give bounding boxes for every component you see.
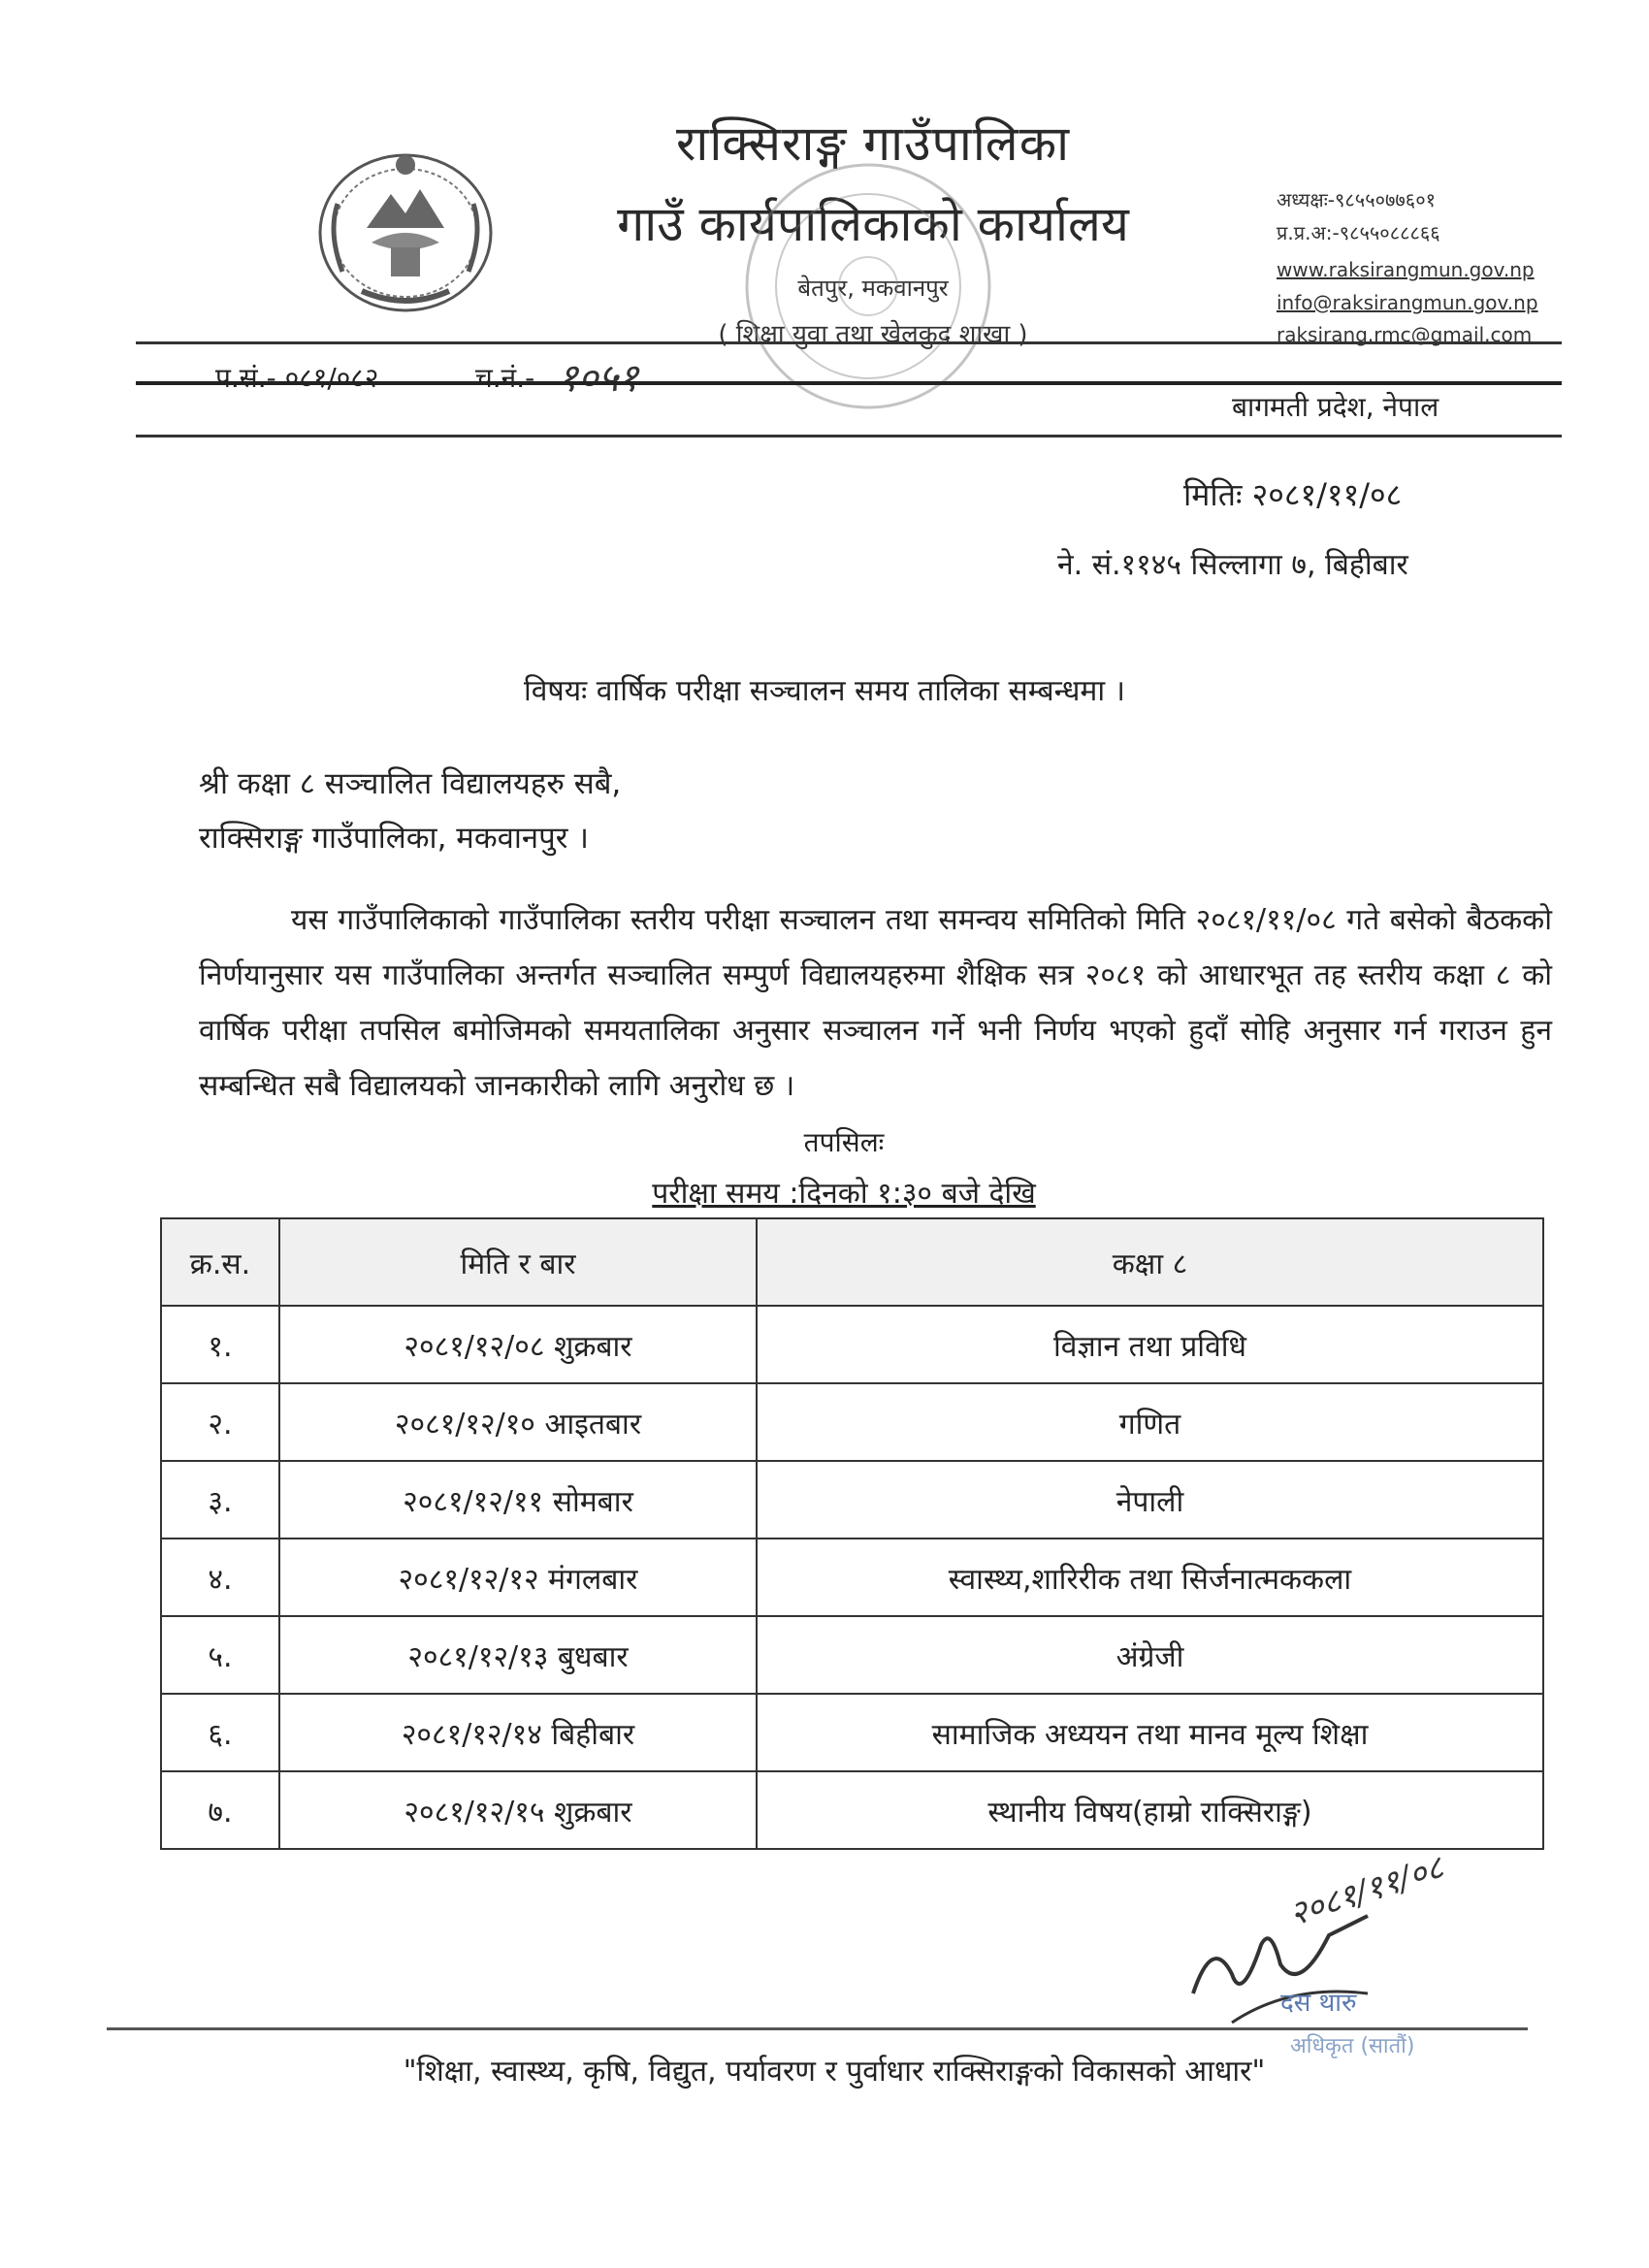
exam-time: परीक्षा समय :दिनको १:३० बजे देखि — [652, 1177, 1036, 1211]
office-place: बेतपुर, मकवानपुर — [797, 275, 949, 302]
gmail-link[interactable]: raksirang.rmc@gmail.com — [1277, 323, 1533, 346]
row-subject: सामाजिक अध्ययन तथा मानव मूल्य शिक्षा — [757, 1694, 1543, 1771]
signatory-stamp-title: अधिकृत (सातौं) — [1290, 2034, 1415, 2058]
row-subject: स्थानीय विषय(हाम्रो राक्सिराङ्ग) — [757, 1771, 1543, 1849]
row-date: २०८१/१२/१३ बुधबार — [279, 1616, 757, 1694]
table-row — [161, 1771, 1543, 1849]
email-link[interactable]: info@raksirangmun.gov.np — [1277, 291, 1538, 314]
nepal-sambat-date: ने. सं.११४५ सिल्लागा ७, बिहीबार — [1057, 548, 1408, 582]
row-sn: २. — [161, 1383, 279, 1461]
province-name: बागमती प्रदेश, नेपाल — [1232, 391, 1439, 423]
header-rule-bottom — [136, 435, 1562, 437]
row-date: २०८१/१२/१४ बिहीबार — [279, 1694, 757, 1771]
reference-number: प.सं.- ०८१/०८२ — [215, 362, 379, 394]
row-subject: अंग्रेजी — [757, 1616, 1543, 1694]
header-rule-middle — [136, 381, 1562, 385]
table-row — [161, 1694, 1543, 1771]
org-name: राक्सिराङ्ग गाउँपालिका — [675, 115, 1071, 172]
signatory-stamp-name: दस थारु — [1280, 1989, 1357, 2018]
exam-schedule-table — [160, 1217, 1544, 1850]
addressee-line-1: श्री कक्षा ८ सञ्चालित विद्यालयहरु सबै, — [199, 766, 622, 801]
row-date: २०८१/१२/०८ शुक्रबार — [279, 1306, 757, 1383]
letter-body: यस गाउँपालिकाको गाउँपालिका स्तरीय परीक्षा सञ्चालन तथा समन्वय समितिको मिति २०८१/११/०८ गते बसेको बैठकको निर्णयानुसार यस गाउँपालिका अन्तर्गत सञ्चालित सम्पुर्ण विद्यालयहरुमा शैक्षिक सत्र २०८१ को आधारभूत तह स्तरीय कक्षा ८ को वार्षिक परीक्षा तपसिल बमोजिमको समयतालिका अनुसार सञ्चालन गर्ने भनी निर्णय भएको हुदाँ सोहि अनुसार गर्न गराउन हुन सम्बन्धित सबै विद्यालयको जानकारीको लागि अनुरोध छ । — [199, 903, 1552, 1103]
office-round-stamp — [737, 155, 999, 417]
table-header-row — [161, 1218, 1543, 1306]
row-subject: विज्ञान तथा प्रविधि — [757, 1306, 1543, 1383]
header-sn: क्र.स. — [161, 1218, 279, 1306]
row-sn: १. — [161, 1306, 279, 1383]
dispatch-label: च.नं.- — [475, 362, 535, 394]
footer-slogan: "शिक्षा, स्वास्थ्य, कृषि, विद्युत, पर्यावरण र पुर्वाधार राक्सिराङ्गको विकासको आधार" — [403, 2055, 1266, 2089]
row-date: २०८१/१२/१२ मंगलबार — [279, 1539, 757, 1616]
row-date: २०८१/१२/१० आइतबार — [279, 1383, 757, 1461]
letter-date: मितिः २०८१/११/०८ — [1183, 476, 1403, 513]
addressee-line-2: राक्सिराङ्ग गाउँपालिका, मकवानपुर । — [199, 821, 589, 856]
row-subject: नेपाली — [757, 1461, 1543, 1539]
dispatch-number: १०५१ — [558, 356, 639, 401]
table-row — [161, 1539, 1543, 1616]
nepal-government-emblem — [308, 136, 502, 320]
row-sn: ३. — [161, 1461, 279, 1539]
website-link[interactable]: www.raksirangmun.gov.np — [1277, 258, 1535, 281]
header-rule-top — [136, 341, 1562, 344]
row-sn: ७. — [161, 1771, 279, 1849]
signature-date: २०८१/११/०८ — [1284, 1848, 1449, 1934]
table-row — [161, 1616, 1543, 1694]
letter-subject: विषयः वार्षिक परीक्षा सञ्चालन समय तालिका सम्बन्धमा । — [523, 674, 1126, 708]
header-date: मिति र बार — [279, 1218, 757, 1306]
row-sn: ६. — [161, 1694, 279, 1771]
contact-chair-phone: अध्यक्षः-९८५५०७७६०१ — [1277, 188, 1436, 211]
contact-cao-phone: प्र.प्र.अ:-९८५५०८८८६६ — [1277, 221, 1440, 244]
branch-name: ( शिक्षा युवा तथा खेलकुद शाखा ) — [718, 320, 1028, 349]
row-sn: ४. — [161, 1539, 279, 1616]
header-subject: कक्षा ८ — [757, 1218, 1543, 1306]
row-subject: स्वास्थ्य,शारिरीक तथा सिर्जनात्मककला — [757, 1539, 1543, 1616]
table-row — [161, 1461, 1543, 1539]
footer-rule — [107, 2027, 1528, 2030]
row-date: २०८१/१२/१५ शुक्रबार — [279, 1771, 757, 1849]
table-row — [161, 1306, 1543, 1383]
row-subject: गणित — [757, 1383, 1543, 1461]
office-name: गाउँ कार्यपालिकाको कार्यालय — [617, 196, 1129, 252]
table-row — [161, 1383, 1543, 1461]
row-date: २०८१/१२/११ सोमबार — [279, 1461, 757, 1539]
row-sn: ५. — [161, 1616, 279, 1694]
annex-label: तपसिलः — [803, 1126, 885, 1158]
